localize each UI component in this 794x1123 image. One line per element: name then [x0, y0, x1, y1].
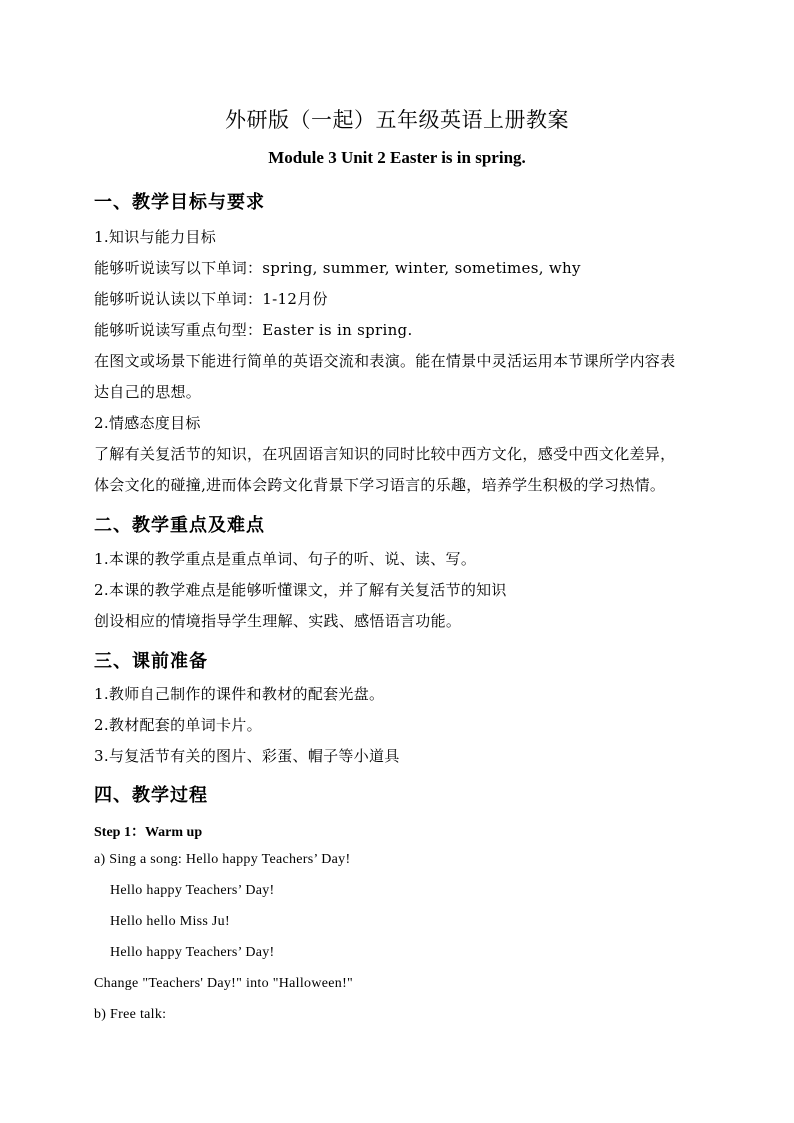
paragraph-line: 达自己的思想。 [94, 383, 202, 401]
paragraph-line: 2.情感态度目标 [94, 414, 201, 432]
song-line: Hello hello Miss Ju! [110, 914, 230, 929]
paragraph-line: b) Free talk: [94, 1007, 167, 1022]
paragraph-line: 能够听说读写以下单词：spring, summer, winter, sometimes, why [94, 259, 581, 277]
paragraph-line: 了解有关复活节的知识，在巩固语言知识的同时比较中西方文化，感受中西文化差异， [94, 445, 676, 463]
document-subtitle: Module 3 Unit 2 Easter is in spring. [268, 148, 526, 167]
section-heading-key-points: 二、教学重点及难点 [94, 515, 265, 536]
paragraph-line: 体会文化的碰撞,进而体会跨文化背景下学习语言的乐趣，培养学生积极的学习热情。 [94, 476, 666, 494]
paragraph-line: 创设相应的情境指导学生理解、实践、感悟语言功能。 [94, 612, 462, 630]
document-title: 外研版（一起）五年级英语上册教案 [225, 108, 569, 132]
section-heading-process: 四、教学过程 [94, 785, 208, 806]
paragraph-line: 能够听说读写重点句型：Easter is in spring. [94, 321, 413, 339]
paragraph-line: 能够听说认读以下单词：1-12月份 [94, 290, 328, 308]
song-line: Hello happy Teachers’ Day! [110, 945, 275, 960]
paragraph-line: 1.本课的教学重点是重点单词、句子的听、说、读、写。 [94, 550, 477, 568]
paragraph-line: 2.教材配套的单词卡片。 [94, 716, 262, 734]
section-heading-preparation: 三、课前准备 [94, 651, 208, 672]
paragraph-line: 2.本课的教学难点是能够听懂课文，并了解有关复活节的知识 [94, 581, 507, 599]
step-heading: Step 1：Warm up [94, 825, 203, 840]
song-line: Hello happy Teachers’ Day! [110, 883, 275, 898]
paragraph-line: Change "Teachers' Day!" into "Halloween!" [94, 976, 354, 991]
paragraph-line: a) Sing a song: Hello happy Teachers’ Day! [94, 852, 351, 867]
paragraph-line: 1.知识与能力目标 [94, 228, 217, 246]
paragraph-line: 1.教师自己制作的课件和教材的配套光盘。 [94, 685, 385, 703]
paragraph-line: 在图文或场景下能进行简单的英语交流和表演。能在情景中灵活运用本节课所学内容表 [94, 352, 676, 370]
paragraph-line: 3.与复活节有关的图片、彩蛋、帽子等小道具 [94, 747, 400, 765]
section-heading-objectives: 一、教学目标与要求 [94, 192, 265, 213]
